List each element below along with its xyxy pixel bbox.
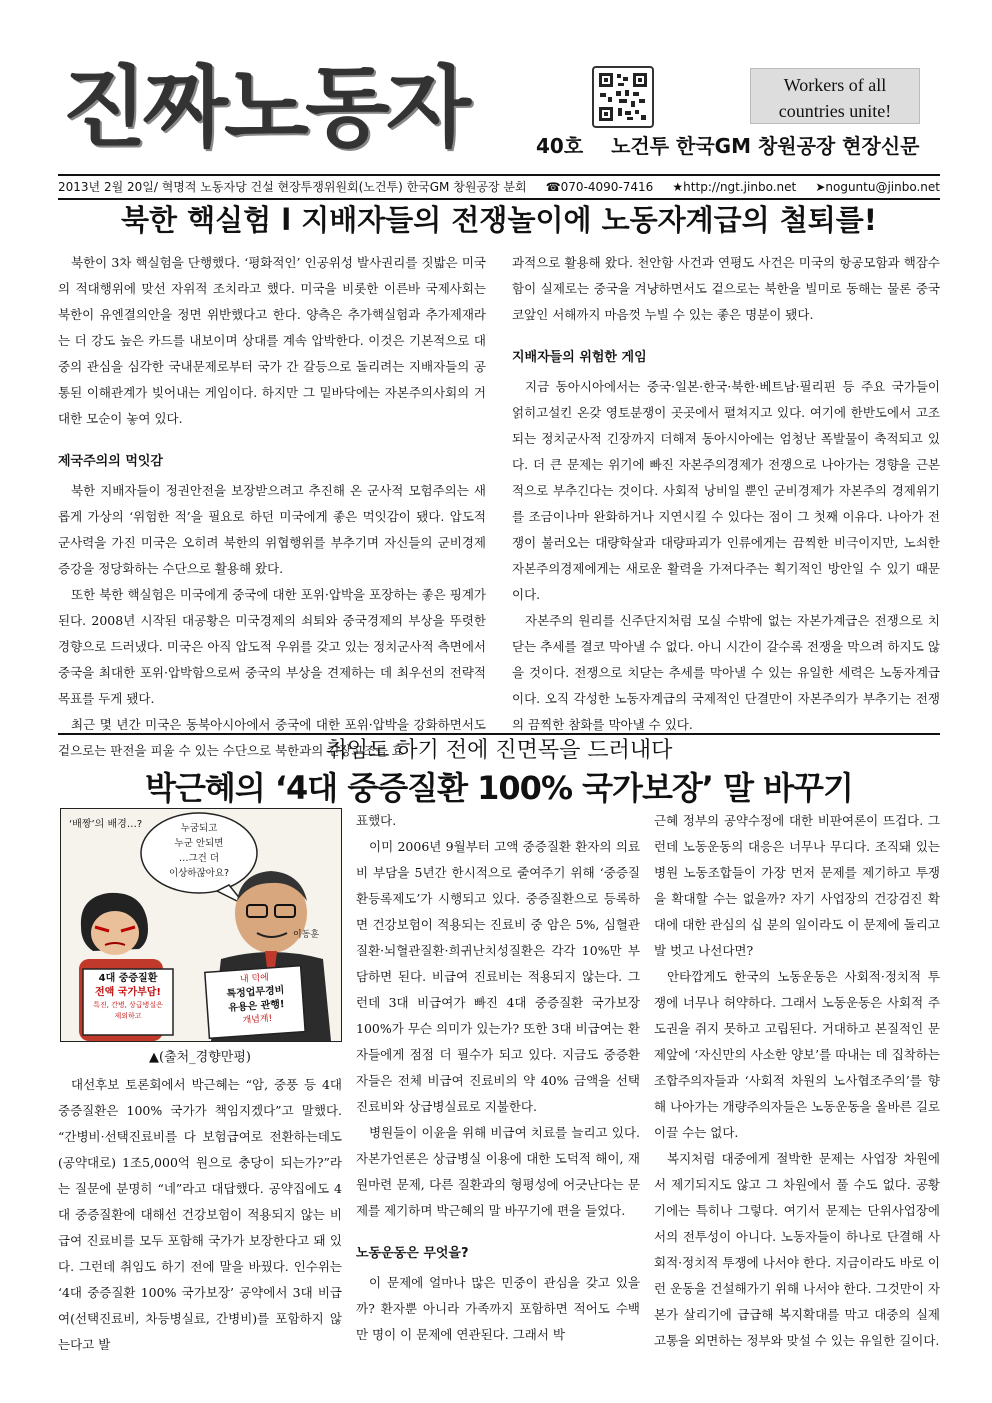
paragraph: 근혜 정부의 공약수정에 대한 비판여론이 뜨겁다. 그런데 노동운동의 대응은 너무나 무디다. 조직돼 있는 병원 노동조합들이 가장 먼저 문제를 제기하고 투쟁을 확대할 수는 없을까? 자기 사업장의 건강검진 확대에 대한 관심의 십 분의 일이라도 이 문제에 돌리고 발 벗고 나선다면?	[654, 813, 940, 958]
article2-column-1	[58, 1072, 342, 1358]
bubble-line: 이상하잖아요?	[168, 868, 230, 879]
paragraph: 병원들이 이윤을 위해 비급여 치료를 늘리고 있다. 자본가언론은 상급병실 이용에 대한 도덕적 해이, 재원마련 문제, 다른 질환과의 형평성에 어긋난다는 문제를 제기하며 박근혜의 말 바꾸기에 편을 들었다.	[356, 1125, 640, 1218]
cartoon-bubble-text	[155, 821, 243, 881]
website-link[interactable]: ★http://ngt.jinbo.net	[672, 180, 797, 194]
cartoon-right-sign	[209, 970, 303, 1030]
cartoon-left-sign	[85, 972, 171, 1022]
issue-line	[536, 130, 946, 159]
paragraph: 최근 몇 년간 미국은 동북아시아에서 중국에 대한 포위·압박을 강화하면서도 겉으로는 판전을 피울 수 있는 수단으로 북한과의 긴장고조를 효	[58, 717, 486, 758]
info-bar	[58, 174, 940, 200]
paragraph: 이 문제에 얼마나 많은 민중이 관심을 갖고 있을까? 환자뿐 아니라 가족까지 포함하면 적어도 수백만 명이 이 문제에 연관된다. 그래서 박	[356, 1275, 640, 1342]
article1-headline: 북한 핵실험 l 지배자들의 전쟁놀이에 노동자계급의 철퇴를!	[120, 203, 878, 237]
article2-subhead: 취임도 하기 전에 진면목을 드러내다	[325, 738, 673, 763]
publication-name: 노건투 한국GM 창원공장 현장신문	[611, 134, 920, 158]
article2-headline: 박근혜의 ‘4대 중증질환 100% 국가보장’ 말 바꾸기	[145, 769, 853, 807]
sign-line: 개념계!	[242, 1013, 273, 1026]
cartoon-corner-text: ‘배짱’의 배경…?	[69, 819, 143, 830]
paragraph: 안타깝게도 한국의 노동운동은 사회적·정치적 투쟁에 너무나 허약하다. 그래서 노동운동은 사회적 주도권을 쥐지 못하고 고립된다. 거대하고 본질적인 문제앞에 ‘자신만의 사소한 양보’를 따내는 데 집착하는 조합주의자들과 ‘사회적 차원의 노사협조주의’를 향해 나아가는 개량주의자들은 노동운동을 올바른 길로 이끌 수는 없다.	[654, 969, 940, 1140]
paragraph: 표했다.	[356, 813, 397, 828]
sign-line: 특진, 간병, 상급병실은	[93, 1001, 163, 1009]
motto-box	[750, 68, 920, 124]
article2-column-3	[654, 808, 940, 1354]
paragraph: 지금 동아시아에서는 중국·일본·한국·북한·베트남·필리핀 등 주요 국가들이 얽히고설킨 온갖 영토분쟁이 곳곳에서 펼쳐지고 있다. 여기에 한반도에서 고조되는 정치군사적 긴장까지 더해져 동아시아에는 엄청난 폭발물이 축적되고 있다. 더 큰 문제는 위기에 빠진 자본주의경제가 전쟁으로 나아가는 경향을 근본적으로 부추긴다는 것이다. 사회적 낭비일 뿐인 군비경제가 자본주의 경제위기를 조금이나마 완화하거나 지연시킬 수 있다는 점이 그 첫째 이유다. 나아가 전쟁이 불러오는 대량학살과 대량파괴가 인류에게는 끔찍한 비극이지만, 노쇠한 자본주의경제에게는 새로운 활력을 가져다주는 획기적인 방안일 수 있기 때문이다.	[512, 379, 940, 602]
email-link[interactable]: ➤noguntu@jinbo.net	[815, 180, 940, 194]
section-heading: 제국주의의 먹잇감	[58, 454, 163, 469]
sign-line: 제외하고	[114, 1012, 142, 1020]
section-heading: 지배자들의 위험한 게임	[512, 350, 647, 365]
sign-line: 유용은 관행!	[227, 999, 285, 1014]
paragraph: 과적으로 활용해 왔다. 천안함 사건과 연평도 사건은 미국의 항공모함과 핵잠수함이 실제로는 중국을 겨냥하면서도 겉으로는 북한을 빌미로 동해는 물론 중국 코앞인 서해까지 마음껏 누빌 수 있는 좋은 명분이 됐다.	[512, 255, 940, 322]
cartoon-caption: ▲(출처_경향만평)	[149, 1050, 251, 1065]
paragraph: 대선후보 토론회에서 박근혜는 “암, 중풍 등 4대 중증질환은 100% 국가가 책임지겠다”고 말했다. “간병비·선택진료비를 다 보험급여로 전환하는데도 (공약대로) 1조5,000억 원으로 충당이 되는가?”라는 질문에 분명히 “네”라고 대답했다. 공약집에도 4대 중증질환에 대해선 건강보험이 적용되지 않는 비급여 진료비를 모두 포함해 국가가 보장한다고 돼 있다. 그런데 취임도 하기 전에 말을 바꿨다. 인수위는 ‘4대 중증질환 100% 국가보장’ 공약에서 3대 비급여(선택진료비, 차등병실료, 간병비)를 포함하지 않는다고 발	[58, 1077, 342, 1352]
sign-line: 전액 국가부담!	[94, 987, 161, 998]
sign-line: 특정업무경비	[226, 985, 285, 1001]
masthead-title: 진짜노동자	[62, 56, 468, 159]
paragraph: 북한이 3차 핵실험을 단행했다. ‘평화적인’ 인공위성 발사권리를 짓밟은 미국의 적대행위에 맞선 자위적 조치라고 했다. 미국을 비롯한 이른바 국제사회는 북한이 유엔결의안을 정면 위반했다고 한다. 양측은 추가핵실험과 추가제재라는 더 강도 높은 카드를 내보이며 상대를 계속 압박한다. 이것은 기본적으로 대중의 관심을 심각한 국내문제로부터 국가 간 갈등으로 돌리려는 지배자들의 공통된 이해관계가 빚어내는 게임이다. 하지만 그 밑바닥에는 자본주의사회의 거대한 모순이 놓여 있다.	[58, 255, 486, 426]
phone: ☎070-4090-7416	[545, 180, 654, 194]
sign-line: 4대 중증질환	[98, 973, 158, 984]
sign-line: 내 덕에	[239, 973, 270, 986]
cartoon-signature: 이동훈	[293, 930, 320, 940]
article2-column-2	[356, 808, 640, 1348]
paragraph: 자본주의 원리를 신주단지처럼 모실 수밖에 없는 자본가계급은 전쟁으로 치닫는 추세를 결코 막아낼 수 없다. 아니 시간이 갈수록 전쟁을 막으려 하지도 않을 것이다. 전쟁으로 치닫는 추세를 막아낼 수 있는 유일한 세력은 노동자계급이다. 오직 각성한 노동자계급의 국제적인 단결만이 자본주의가 부추기는 전쟁의 끔찍한 참화를 막아낼 수 있다.	[512, 613, 940, 732]
qr-code-icon	[592, 66, 654, 128]
date-org: 2013년 2월 20일/ 혁명적 노동자당 건설 현장투쟁위원회(노건투) 한국GM 창원공장 분회	[58, 180, 527, 194]
bubble-line: 누굼되고	[180, 823, 218, 834]
motto-line-1: Workers of all	[783, 75, 887, 95]
section-heading: 노동운동은 무엇을?	[356, 1246, 469, 1261]
section-divider	[58, 733, 940, 735]
paragraph: 이미 2006년 9월부터 고액 중증질환 환자의 의료비 부담을 5년간 한시적으로 줄여주기 위해 ‘중증질환등록제도’가 시행되고 있다. 중증질환으로 등록하면 건강보험이 적용되는 진료비 중 암은 5%, 심혈관질환·뇌혈관질환·희귀난치성질환은 각각 10%만 부담하면 된다. 비급여 진료비는 적용되지 않는다. 그런데 3대 비급여가 빠진 4대 중증질환 국가보장 100%가 무슨 의미가 있는가? 또한 3대 비급여는 환자들에게 점점 더 필수가 되고 있다. 지금도 중증환자들은 전체 비급여 진료비의 약 40% 금액을 선택진료비와 상급병실료로 지불한다.	[356, 839, 640, 1114]
paragraph: 북한 지배자들이 정권안전을 보장받으려고 추진해 온 군사적 모험주의는 새롭게 가상의 ‘위험한 적’을 필요로 하던 미국에게 좋은 먹잇감이 됐다. 압도적 군사력을 가진 미국은 오히려 북한의 위협행위를 부추기며 자신들의 군비경제 증강을 정당화하는 수단으로 활용해 왔다.	[58, 483, 486, 576]
motto-line-2: countries unite!	[778, 101, 892, 121]
article1-left-column	[58, 250, 486, 764]
editorial-cartoon	[60, 808, 342, 1042]
issue-number: 40호	[536, 134, 584, 158]
paragraph: 또한 북한 핵실험은 미국에게 중국에 대한 포위·압박을 포장하는 좋은 핑계가 된다. 2008년 시작된 대공황은 미국경제의 쇠퇴와 중국경제의 부상을 뚜렷한 경향으로 드러냈다. 미국은 아직 압도적 우위를 갖고 있는 정치군사적 측면에서 중국을 최대한 포위·압박함으로써 중국의 부상을 견제하는 데 최우선의 전략적 목표를 두게 됐다.	[58, 587, 486, 706]
paragraph: 복지처럼 대중에게 절박한 문제는 사업장 차원에서 제기되지도 않고 그 차원에서 풀 수도 없다. 공황기에는 특히나 그렇다. 여기서 문제는 단위사업장에서의 전투성이 아니다. 노동자들이 하나로 단결해 사회적·정치적 투쟁에 나서야 한다. 지금이라도 바로 이런 운동을 건설해가기 위해 나서야 한다. 그것만이 자본가 살리기에 급급해 복지확대를 막고 대중의 실제 고통을 외면하는 정부와 맞설 수 있는 유일한 길이다.	[654, 1151, 940, 1348]
bubble-line: 누군 안되면	[174, 838, 224, 849]
bubble-line: …그건 더	[178, 853, 220, 864]
article1-right-column	[512, 250, 940, 738]
